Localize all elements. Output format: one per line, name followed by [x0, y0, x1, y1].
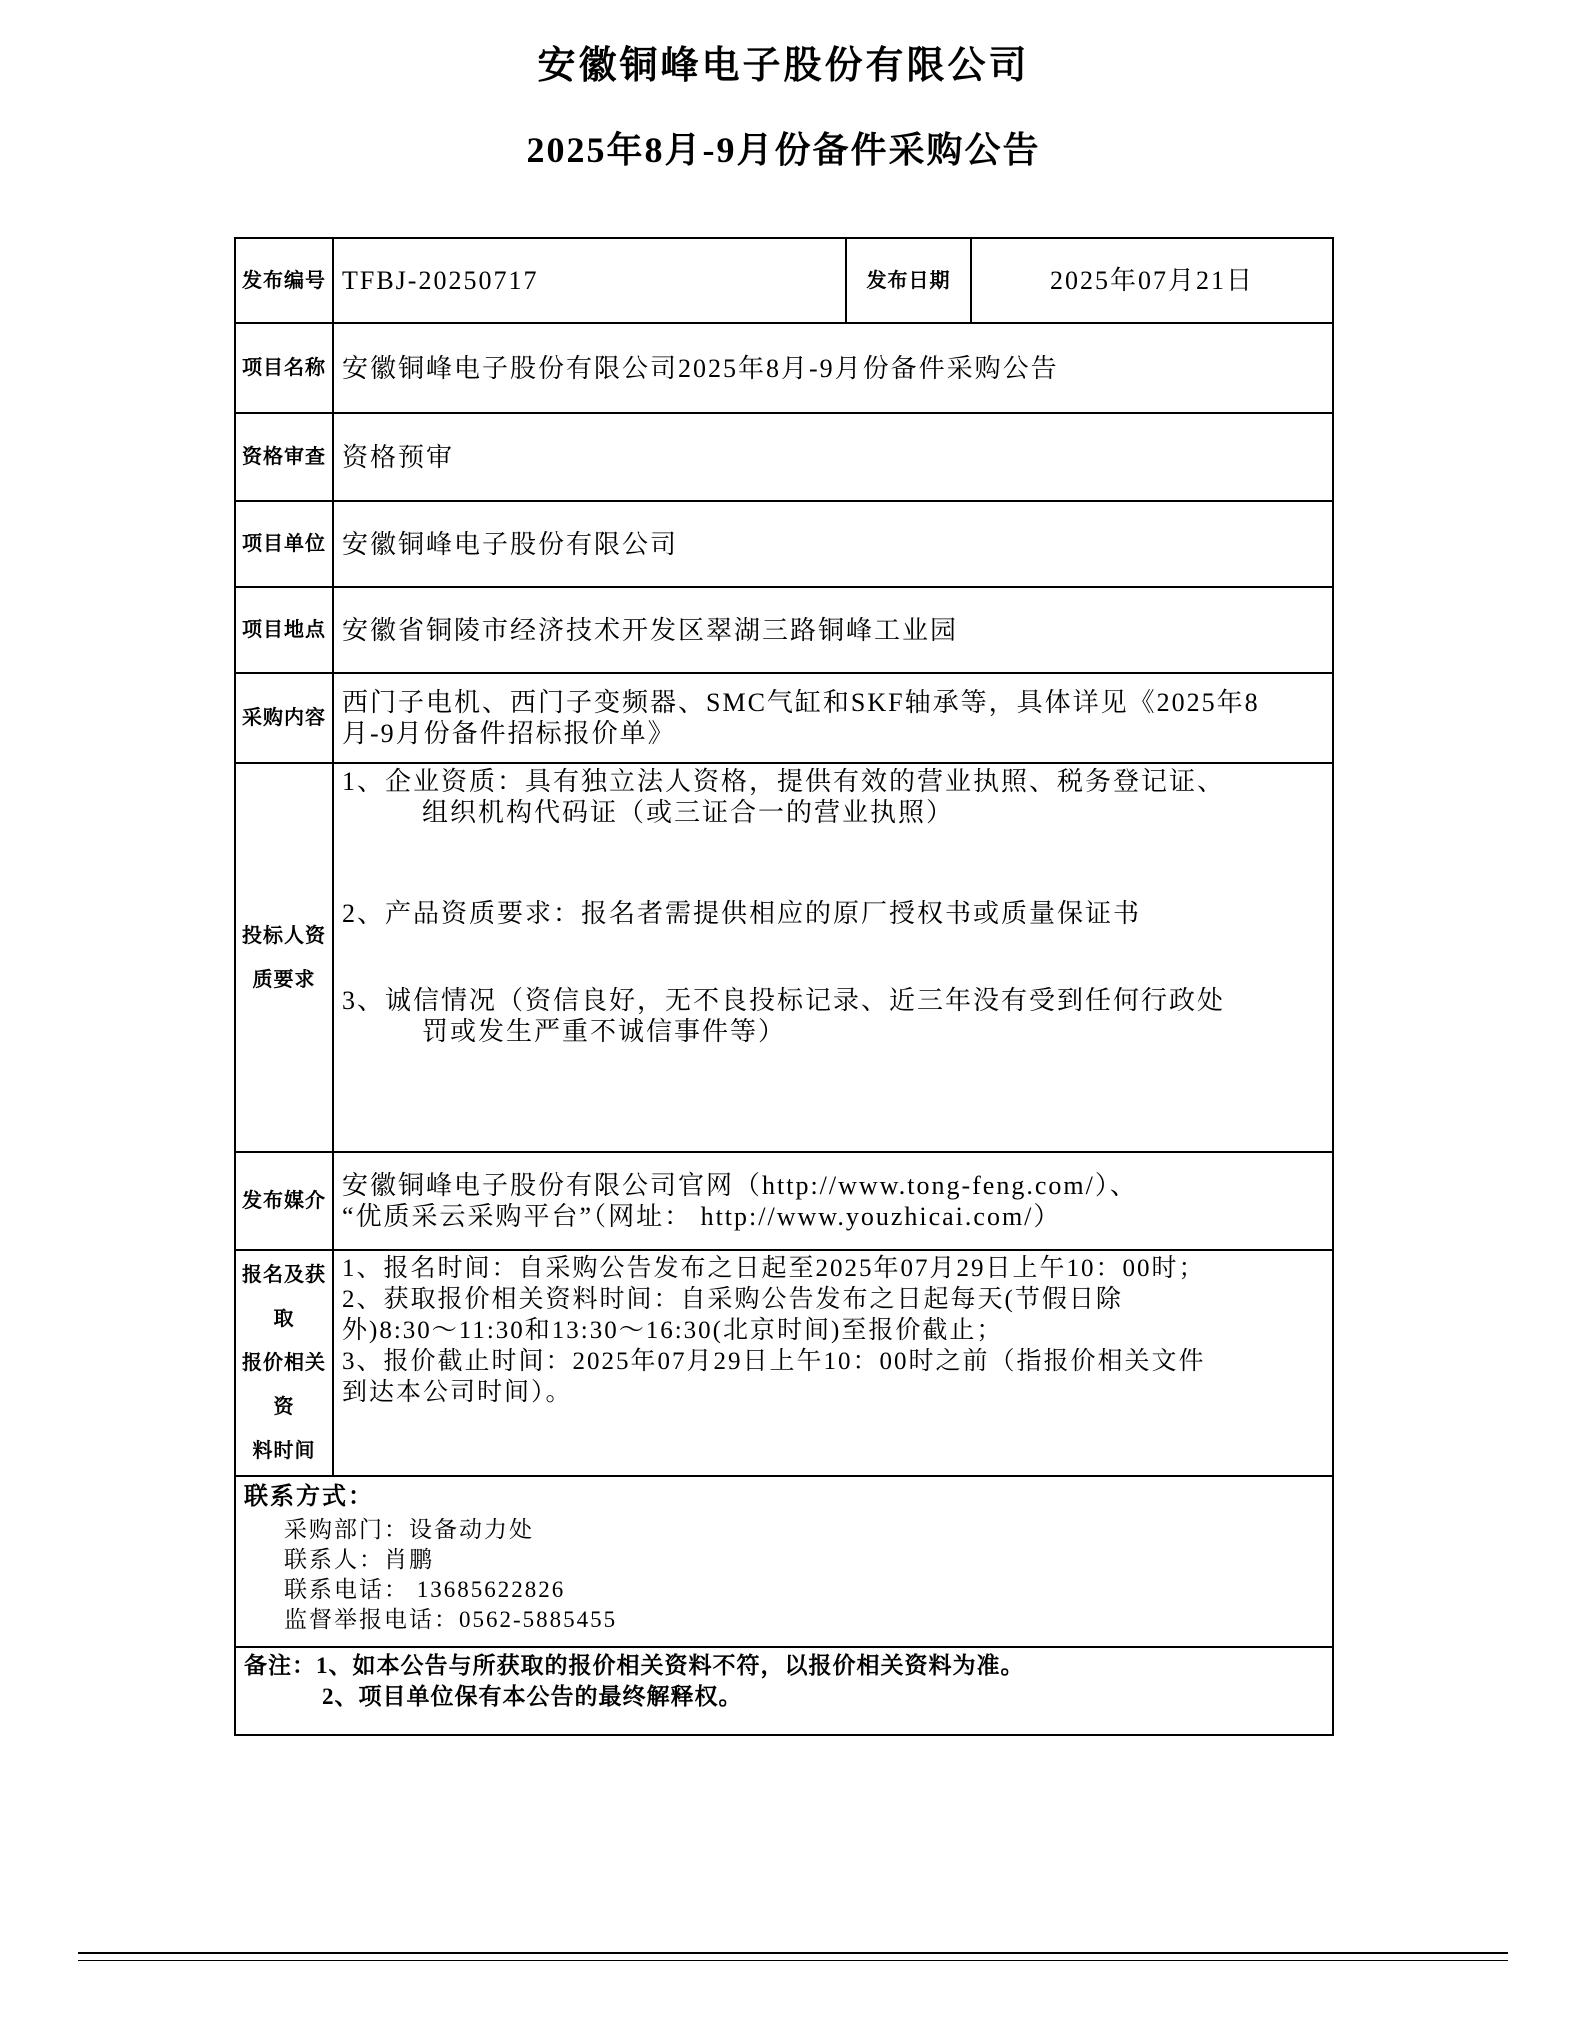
- row-project-unit: [235, 501, 1333, 587]
- contact-heading: 联系方式：: [244, 1484, 374, 1510]
- remark-line-2: 2、项目单位保有本公告的最终解释权。: [322, 1684, 743, 1709]
- signup-time-line: 1、报名时间：自采购公告发布之日起至2025年07月29日上午10：00时；: [342, 1255, 1206, 1282]
- publish-number-value: TFBJ-20250717: [333, 238, 846, 323]
- signup-time-line: 外)8:30～11:30和13:30～16:30(北京时间)至报价截止；: [342, 1317, 1004, 1344]
- qualification-item-line: 组织机构代码证（或三证合一的营业执照）: [422, 798, 955, 827]
- contact-report-phone: 监督举报电话：0562-5885455: [284, 1607, 618, 1632]
- qualification-item-line: 罚或发生严重不诚信事件等）: [422, 1017, 787, 1046]
- procurement-content-line: 西门子电机、西门子变频器、SMC气缸和SKF轴承等，具体详见《2025年8: [342, 688, 1260, 717]
- row-publish-number: [235, 238, 1333, 323]
- project-location-value: 安徽省铜陵市经济技术开发区翠湖三路铜峰工业园: [333, 587, 1333, 673]
- project-name-value: 安徽铜峰电子股份有限公司2025年8月-9月份备件采购公告: [333, 323, 1333, 413]
- bidder-qualification-label-line: 质要求: [252, 968, 316, 991]
- signup-time-label: [235, 1250, 333, 1476]
- row-bidder-qualification: [235, 763, 1333, 1152]
- qualification-item-1: [342, 766, 1324, 828]
- qualification-review-label: 资格审查: [235, 413, 333, 501]
- signup-time-label-line: 料时间: [252, 1440, 316, 1462]
- qualification-item-line: 2、产品资质要求：报名者需提供相应的原厂授权书或质量保证书: [342, 899, 1142, 928]
- publish-media-label: 发布媒介: [235, 1152, 333, 1250]
- row-signup-time: [235, 1250, 1333, 1476]
- signup-time-label-line: 报名及获取: [242, 1264, 326, 1330]
- contact-person: 联系人：肖鹏: [284, 1547, 434, 1572]
- qualification-review-value: 资格预审: [333, 413, 1333, 501]
- qualification-item-3: [342, 985, 1324, 1047]
- contact-department: 采购部门：设备动力处: [284, 1517, 534, 1542]
- row-qualification-review: [235, 413, 1333, 501]
- project-unit-label: 项目单位: [235, 501, 333, 587]
- bidder-qualification-label: [235, 763, 333, 1152]
- qualification-item-line: 3、诚信情况（资信良好，无不良投标记录、近三年没有受到任何行政处: [342, 986, 1226, 1015]
- project-name-label: 项目名称: [235, 323, 333, 413]
- row-publish-media: [235, 1152, 1333, 1250]
- row-procurement-content: [235, 673, 1333, 763]
- procurement-content-label: 采购内容: [235, 673, 333, 763]
- signup-time-label-line: 报价相关资: [242, 1352, 326, 1418]
- procurement-content-line: 月-9月份备件招标报价单》: [342, 719, 676, 748]
- doc-title: 安徽铜峰电子股份有限公司: [537, 45, 1030, 87]
- signup-time-value: [333, 1250, 1333, 1476]
- signup-time-line: 到达本公司时间）。: [342, 1379, 573, 1406]
- row-project-location: [235, 587, 1333, 673]
- row-remarks: [235, 1647, 1333, 1735]
- publish-number-label: 发布编号: [235, 238, 333, 323]
- signup-time-line: 3、报价截止时间：2025年07月29日上午10：00时之前（指报价相关文件: [342, 1348, 1206, 1375]
- remark-line-1: 备注：1、如本公告与所获取的报价相关资料不符，以报价相关资料为准。: [244, 1653, 1025, 1678]
- contact-section: [235, 1476, 1333, 1647]
- project-unit-value: 安徽铜峰电子股份有限公司: [333, 501, 1333, 587]
- footer-rule: [78, 1952, 1508, 1954]
- row-project-name: [235, 323, 1333, 413]
- bidder-qualification-value: [333, 763, 1333, 1152]
- publish-media-line: 安徽铜峰电子股份有限公司官网（http://www.tong-feng.com/）、: [342, 1171, 1138, 1200]
- qualification-item-2: [342, 898, 1324, 929]
- row-contact: [235, 1476, 1333, 1647]
- footer-rule: [78, 1960, 1508, 1961]
- remarks-section: [235, 1647, 1333, 1735]
- procurement-content-value: [333, 673, 1333, 763]
- publish-date-value: 2025年07月21日: [971, 238, 1333, 323]
- signup-time-line: 2、获取报价相关资料时间：自采购公告发布之日起每天(节假日除: [342, 1286, 1123, 1313]
- publish-media-value: [333, 1152, 1333, 1250]
- project-location-label: 项目地点: [235, 587, 333, 673]
- announcement-table: [234, 237, 1334, 1736]
- publish-date-label: 发布日期: [846, 238, 971, 323]
- qualification-item-line: 1、企业资质：具有独立法人资格，提供有效的营业执照、税务登记证、: [342, 767, 1226, 796]
- bidder-qualification-label-line: 投标人资: [242, 924, 326, 947]
- contact-phone: 联系电话： 13685622826: [284, 1577, 566, 1602]
- doc-subtitle: 2025年8月-9月份备件采购公告: [526, 130, 1041, 170]
- publish-media-line: “优质采云采购平台”（网址： http://www.youzhicai.com/）: [342, 1202, 1062, 1231]
